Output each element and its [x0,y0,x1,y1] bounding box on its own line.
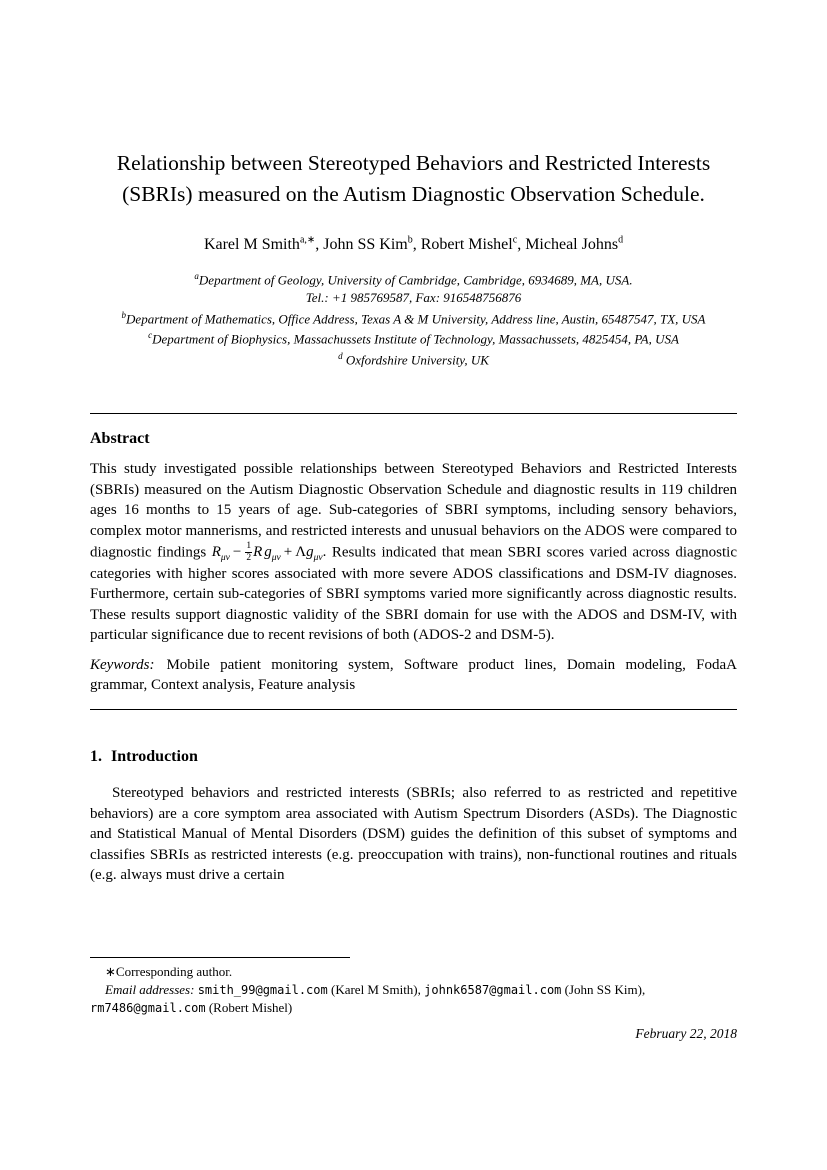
author-name: Karel M Smith [203,236,300,254]
keywords-list: Mobile patient monitoring system, Software product lines, Domain modeling, FodaA grammar, Context analysis, Feature analysis [90,656,737,694]
fraction-one-half: $\frac{1}{2}$ [246,540,252,564]
abstract-top-rule [90,413,737,414]
author-name: , Robert Mishel [412,236,513,254]
affiliation-line: $^d$ Oxfordshire University, UK [338,351,489,368]
author-affiliation-mark: d [618,235,624,246]
author-name: , Micheal Johns [517,236,619,254]
email-addresses-line [90,981,737,1018]
email-address: smith_99@gmail.com [197,982,328,997]
affiliation-line: $^c$Department of Biophysics, Massachussets Institute of Technology, Massachussets, 4825454, PA, USA [148,330,679,347]
keywords [90,655,737,696]
email-owner: (Robert Mishel) [205,1000,293,1015]
corresponding-author-note: ∗Corresponding author. [105,964,233,979]
abstract-heading: Abstract [90,430,150,448]
author [413,236,517,253]
einstein-field-equation: $R_{\mu\nu}$ − $\frac{1}{2}$ R $g_{\mu\nu} + \Lambda g_{\mu\nu}$. [211,540,327,564]
introduction-section [90,748,737,886]
email-owner: (John SS Kim), [561,981,646,997]
keywords-label: Keywords: [90,656,155,673]
date: February 22, 2018 [635,1026,737,1041]
abstract-bottom-rule [90,709,737,710]
author [315,236,412,253]
author-affiliation-mark: a,∗ [299,235,316,246]
section-heading [90,748,737,766]
author-line [90,231,737,255]
author-affiliation-mark: b [407,235,413,246]
author-affiliation-mark: c [512,235,518,246]
email-owner: (Karel M Smith), [327,981,425,997]
abstract-text: This study investigated possible relationships between Stereotyped Behaviors and Restricted Interests (SBRIs) measured on the Autism Diagnostic Observation Schedule and diagnostic results in 119 children ages 16 months to 15 years of age. Sub-categories of SBRI symptoms, including sensory behaviors, complex motor mannerisms, and restricted interests and unusual behaviors on the ADOS were compared to diagnostic findings $R_{\mu\nu}$ − $\frac{1}{2}$ R $g_{\mu\nu} + \Lambda g_{\mu\nu}$. Results indicated that mean SBRI scores varied across diagnostic categories with higher scores associated with more severe ADOS classifications and DSM-IV diagnoses. Furthermore, certain sub-categories of SBRI symptoms varied more significantly across diagnostic results. These results support diagnostic validity of the SBRI domain for use with the ADOS and DSM-IV, with particular significance due to recent revisions of both (ADOS-2 and DSM-5). [90,461,737,644]
footnote-rule [90,957,350,958]
abstract-section [90,430,737,696]
affiliation-line: $^b$Department of Mathematics, Office Address, Texas A & M University, Address line, Austin, 65487547, TX, USA [121,309,706,326]
email-label: Email addresses: [105,981,195,997]
email-address: rm7486@gmail.com [90,1001,206,1015]
intro-paragraph: Stereotyped behaviors and restricted interests (SBRIs; also referred to as restricted and repetitive behaviors) are a core symptom area associated with Autism Spectrum Disorders (ASDs). The Diagnostic and Statistical Manual of Mental Disorders (DSM) guides the definition of this subset of symptoms and classifies SBRIs as restricted interests (e.g. preoccupation with trains), non-functional routines and rituals (e.g. always must drive a certain [90,785,737,884]
section-title: Introduction [111,748,198,766]
footnote [90,957,737,1018]
author [517,236,623,253]
paper-title: Relationship between Stereotyped Behaviors and Restricted Interests (SBRIs) measured on the Autism Diagnostic Observation Schedule. [116,151,711,206]
author-name: , John SS Kim [315,236,408,254]
contact-line: Tel.: +1 985769587, Fax: 916548756876 [305,290,522,306]
section-number: 1. [90,748,102,766]
affiliation-line: $^a$Department of Geology, University of Cambridge, Cambridge, 6934689, MA, USA. [194,271,633,288]
author [204,236,315,253]
affiliations [90,268,737,369]
email-address: johnk6587@gmail.com [424,982,562,997]
